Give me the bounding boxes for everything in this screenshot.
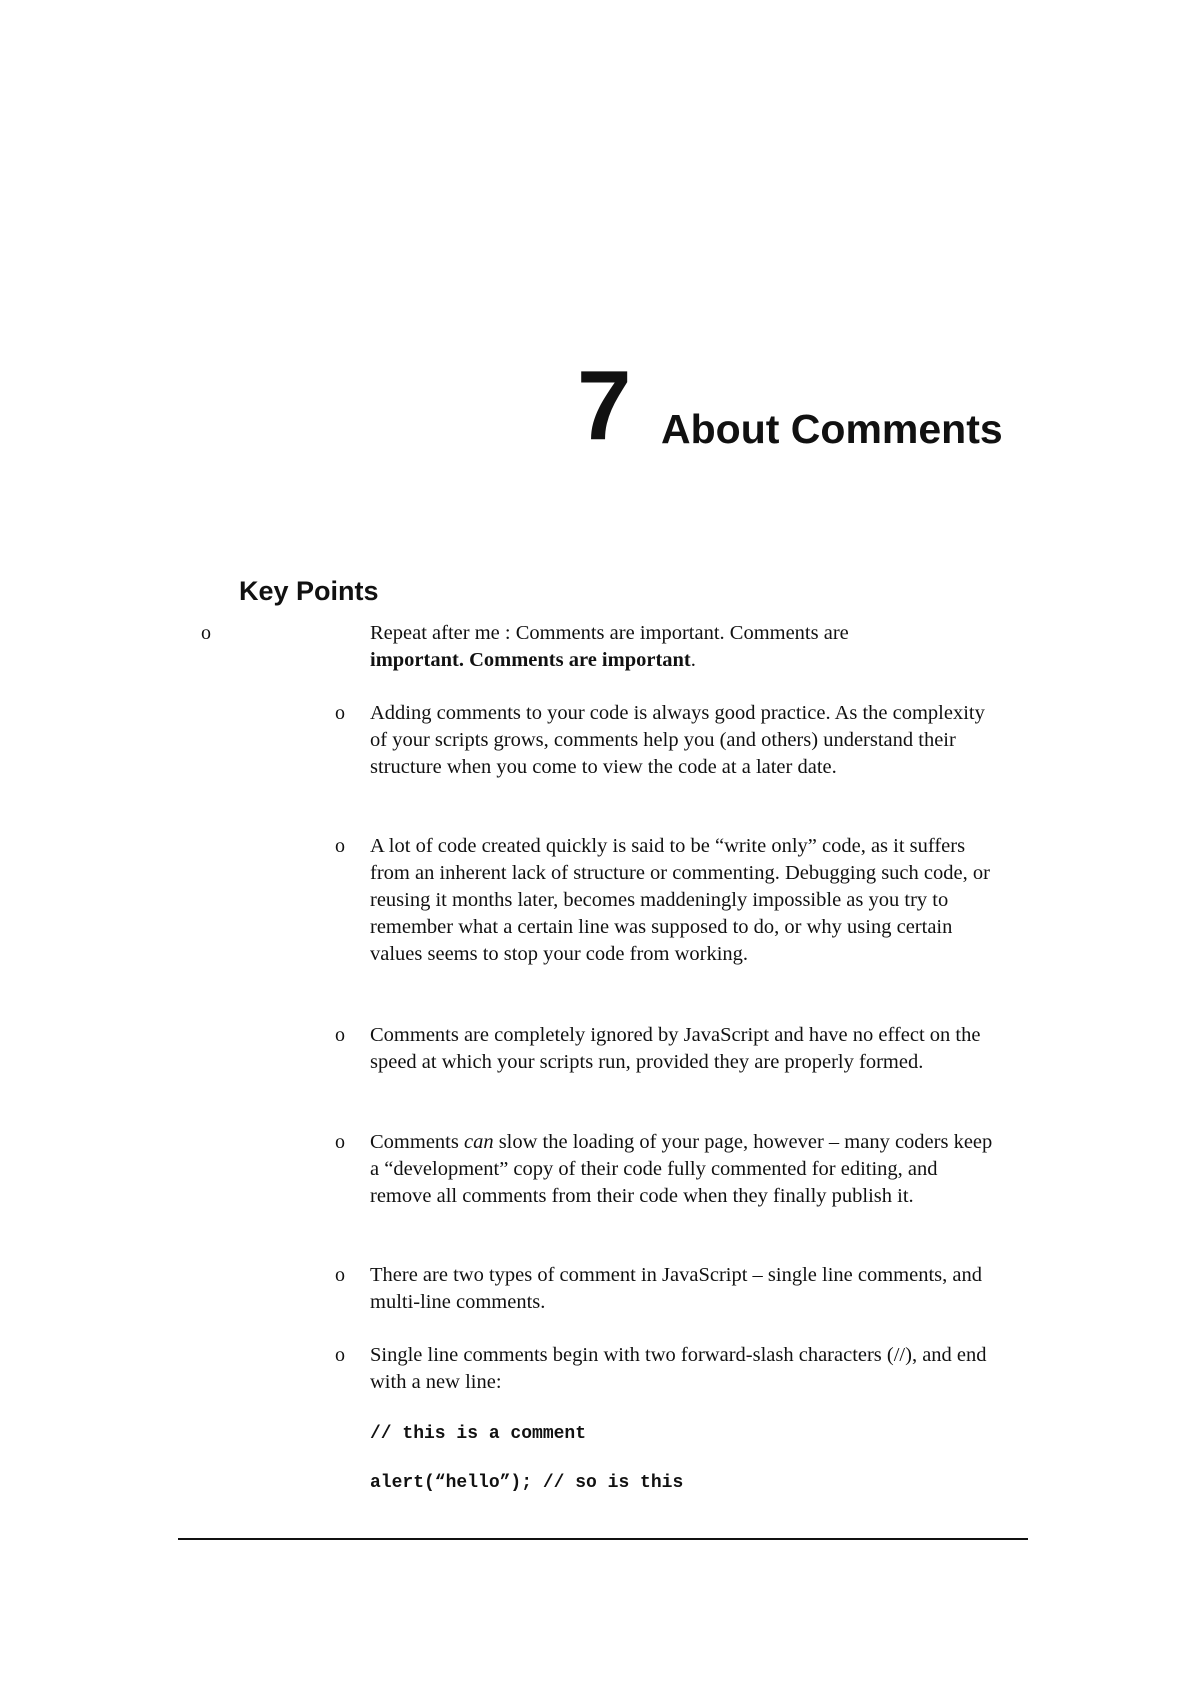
key-point-1 bbox=[370, 620, 995, 674]
footer-rule bbox=[178, 1538, 1028, 1540]
section-heading: Key Points bbox=[239, 576, 379, 606]
key-point-1-text: Repeat after me : Comments are important. Comments are bbox=[370, 622, 849, 644]
key-point-5-emphasis: can bbox=[463, 1131, 494, 1153]
bullet-marker: o bbox=[335, 1131, 345, 1153]
bullet-marker: o bbox=[335, 1344, 345, 1366]
bullet-marker: o bbox=[335, 835, 345, 857]
key-point-3: A lot of code created quickly is said to be “write only” code, as it suffers from an inherent lack of structure or commenting. Debugging such code, or reusing it months later, becomes maddeningly impossible as you try to remember what a certain line was supposed to do, or why using certain values seems to stop your code from working. bbox=[370, 835, 990, 965]
bullet-marker: o bbox=[335, 702, 345, 724]
bullet-marker: o bbox=[335, 1024, 345, 1046]
key-point-6: There are two types of comment in JavaScript – single line comments, and multi-line comments. bbox=[370, 1264, 982, 1313]
bullet-marker: o bbox=[201, 622, 211, 644]
bullet-marker: o bbox=[335, 1264, 345, 1286]
key-point-5 bbox=[370, 1129, 995, 1210]
key-point-2: Adding comments to your code is always good practice. As the complexity of your scripts grows, comments help you (and others) understand their structure when you come to view the code at a later date. bbox=[370, 702, 985, 778]
key-point-5-text-end: slow the loading of your page, however – many coders keep a “development” copy of their code fully commented for editing, and remove all comments from their code when they finally publish it. bbox=[370, 1131, 993, 1207]
code-line-1: // this is a comment bbox=[370, 1424, 587, 1444]
key-point-4: Comments are completely ignored by JavaScript and have no effect on the speed at which your scripts run, provided they are properly formed. bbox=[370, 1024, 981, 1073]
key-point-5-text-start: Comments bbox=[370, 1131, 464, 1153]
key-point-1-bold-text: important. Comments are important bbox=[370, 649, 691, 671]
chapter-title: About Comments bbox=[661, 406, 1003, 452]
chapter-number: 7 bbox=[577, 350, 632, 460]
key-point-1-tail: . bbox=[690, 649, 696, 671]
code-line-2: alert(“hello”); // so is this bbox=[370, 1473, 684, 1493]
key-point-7: Single line comments begin with two forward-slash characters (//), and end with a new line: bbox=[370, 1344, 987, 1393]
